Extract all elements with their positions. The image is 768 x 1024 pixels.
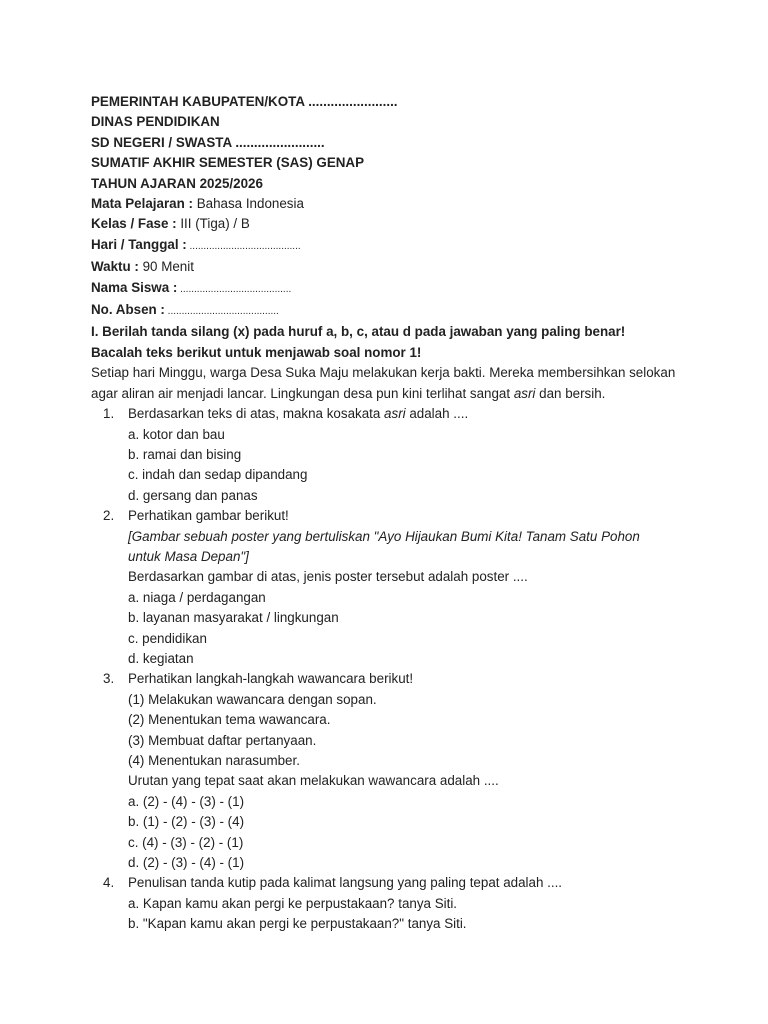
meta-class-value: III (Tiga) / B bbox=[176, 216, 250, 232]
meta-class bbox=[91, 214, 691, 234]
answer-option-c[interactable]: c. pendidikan bbox=[128, 630, 207, 646]
answer-option-b[interactable]: b. layanan masyarakat / lingkungan bbox=[128, 610, 339, 626]
passage-text-part1: Setiap hari Minggu, warga Desa Suka Maju melakukan kerja bakti. Mereka membersihkan selokan agar aliran air menjadi lancar. Lingkungan desa pun kini terlihat sangat bbox=[91, 365, 676, 401]
question-stem-part2: adalah .... bbox=[405, 406, 469, 422]
passage-text-part2: dan bersih. bbox=[535, 385, 606, 401]
interview-step-2: (2) Menentukan tema wawancara. bbox=[128, 712, 331, 728]
meta-student-name bbox=[91, 278, 691, 300]
interview-step-3: (3) Membuat daftar pertanyaan. bbox=[128, 732, 317, 748]
question-stem bbox=[128, 404, 691, 424]
meta-absence-number-label: No. Absen : bbox=[91, 302, 165, 318]
answer-option-b[interactable]: b. ramai dan bising bbox=[128, 446, 242, 462]
image-placeholder-note: [Gambar sebuah poster yang bertuliskan "Ayo Hijaukan Bumi Kita! Tanam Satu Pohon untuk Masa Depan"] bbox=[128, 528, 640, 564]
interview-step-4: (4) Menentukan narasumber. bbox=[128, 753, 300, 768]
question-3 bbox=[91, 669, 691, 873]
exam-header bbox=[91, 92, 691, 194]
exam-meta bbox=[91, 194, 691, 322]
header-government: PEMERINTAH KABUPATEN/KOTA ........................ bbox=[91, 94, 398, 109]
meta-student-name-value: ........................................ bbox=[177, 283, 292, 295]
question-1 bbox=[91, 404, 691, 506]
exam-document bbox=[91, 92, 691, 935]
question-number: 2. bbox=[103, 508, 115, 524]
meta-date-label: Hari / Tanggal : bbox=[91, 236, 187, 252]
header-exam-title: SUMATIF AKHIR SEMESTER (SAS) GENAP bbox=[91, 155, 365, 171]
question-number: 4. bbox=[103, 875, 115, 891]
answer-option-a[interactable]: a. niaga / perdagangan bbox=[128, 589, 266, 605]
interview-step-1: (1) Melakukan wawancara dengan sopan. bbox=[128, 691, 377, 707]
question-stem: Perhatikan gambar berikut! bbox=[128, 508, 289, 524]
meta-subject bbox=[91, 194, 691, 214]
answer-option-d[interactable]: d. kegiatan bbox=[128, 650, 194, 666]
answer-option-c[interactable]: c. (4) - (3) - (2) - (1) bbox=[128, 834, 244, 850]
reading-instruction: Bacalah teks berikut untuk menjawab soal nomor 1! bbox=[91, 344, 422, 360]
answer-option-a[interactable]: a. Kapan kamu akan pergi ke perpustakaan? tanya Siti. bbox=[128, 895, 458, 911]
meta-absence-number-value: ........................................ bbox=[164, 306, 279, 318]
question-text: Urutan yang tepat saat akan melakukan wawancara adalah .... bbox=[128, 773, 499, 789]
answer-option-c[interactable]: c. indah dan sedap dipandang bbox=[128, 467, 308, 483]
question-stem-italic: asri bbox=[384, 406, 406, 422]
answer-option-a[interactable]: a. kotor dan bau bbox=[128, 426, 225, 442]
question-number: 1. bbox=[103, 406, 115, 422]
section-instruction: I. Berilah tanda silang (x) pada huruf a, b, c, atau d pada jawaban yang paling benar! bbox=[91, 324, 626, 340]
answer-option-b[interactable]: b. "Kapan kamu akan pergi ke perpustakaan?" tanya Siti. bbox=[128, 916, 467, 932]
answer-option-d[interactable]: d. gersang dan panas bbox=[128, 487, 258, 503]
header-school: SD NEGERI / SWASTA ........................ bbox=[91, 134, 325, 150]
question-4 bbox=[91, 873, 691, 934]
meta-date-value: ........................................ bbox=[186, 240, 301, 252]
meta-student-name-label: Nama Siswa : bbox=[91, 279, 178, 295]
meta-absence-number bbox=[91, 300, 691, 322]
answer-option-d[interactable]: d. (2) - (3) - (4) - (1) bbox=[128, 855, 245, 871]
question-text: Berdasarkan gambar di atas, jenis poster tersebut adalah poster .... bbox=[128, 569, 528, 585]
question-stem: Perhatikan langkah-langkah wawancara berikut! bbox=[128, 671, 414, 687]
meta-subject-value: Bahasa Indonesia bbox=[192, 196, 304, 212]
question-stem-part1: Berdasarkan teks di atas, makna kosakata bbox=[128, 406, 385, 422]
passage-text-italic: asri bbox=[513, 385, 536, 401]
question-number: 3. bbox=[103, 671, 115, 687]
answer-option-a[interactable]: a. (2) - (4) - (3) - (1) bbox=[128, 793, 245, 809]
question-2 bbox=[91, 506, 691, 669]
header-academic-year: TAHUN AJARAN 2025/2026 bbox=[91, 175, 263, 191]
meta-time bbox=[91, 257, 691, 277]
meta-class-label: Kelas / Fase : bbox=[91, 216, 177, 232]
header-department: DINAS PENDIDIKAN bbox=[91, 114, 220, 130]
question-stem: Penulisan tanda kutip pada kalimat langsung yang paling tepat adalah .... bbox=[128, 875, 563, 891]
reading-passage bbox=[91, 363, 679, 404]
meta-time-label: Waktu : bbox=[91, 259, 139, 275]
meta-date bbox=[91, 235, 691, 257]
answer-option-b[interactable]: b. (1) - (2) - (3) - (4) bbox=[128, 814, 245, 830]
meta-time-value: 90 Menit bbox=[138, 259, 194, 275]
meta-subject-label: Mata Pelajaran : bbox=[91, 196, 193, 212]
